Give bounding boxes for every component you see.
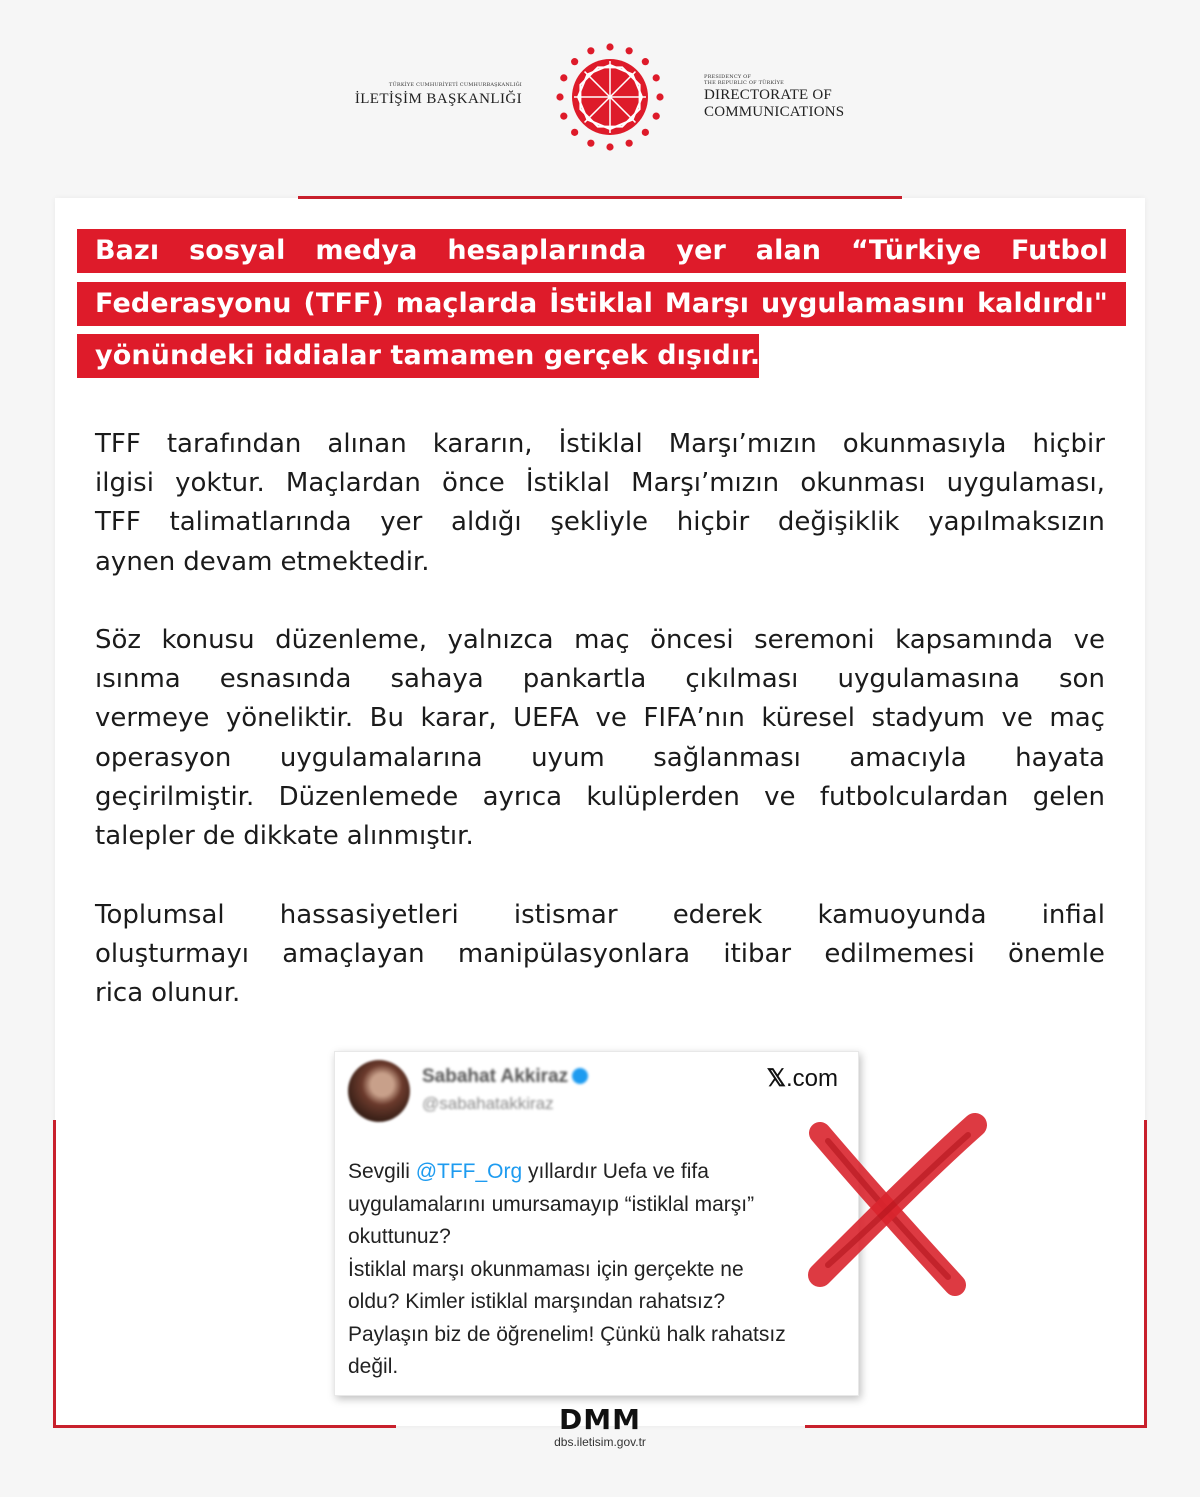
headline-line-3	[77, 334, 759, 378]
paragraph-word: FIFA’nın	[643, 703, 745, 734]
paragraph-word: istismar	[513, 900, 618, 930]
paragraph-word: gelen	[1032, 781, 1105, 812]
paragraph-line	[95, 660, 1105, 699]
x-logo-icon: 𝕏	[766, 1065, 786, 1092]
paragraph-word: edilmemesi	[824, 939, 975, 970]
tweet-text-line	[348, 1156, 818, 1189]
paragraph-word: önce	[442, 468, 505, 499]
frame-right-accent	[1144, 1120, 1147, 1428]
headline-word: Bazı	[95, 235, 160, 266]
tweet-text-line: okuttunuz?	[348, 1225, 451, 1248]
paragraph-word: ilgisi	[95, 468, 154, 499]
headline-word: sosyal	[189, 235, 286, 266]
paragraph-word: talimatlarında	[169, 507, 352, 538]
paragraph-word: alınmıştır.	[346, 821, 474, 852]
paragraph-line	[95, 425, 1105, 464]
headline-word: (TFF)	[303, 288, 384, 319]
paragraph-line	[95, 503, 1105, 542]
paragraph-word: ayrıca	[482, 781, 563, 812]
paragraph-word: düzenleme,	[275, 625, 427, 655]
tweet-text	[348, 1156, 818, 1384]
paragraph-word: değişiklik	[777, 507, 900, 538]
emblem-star-dot	[606, 143, 613, 150]
tweet-author-name-text: Sabahat Akkiraz	[422, 1066, 569, 1087]
tweet-text-line: uygulamalarını umursamayıp “istiklal marşı”	[348, 1192, 755, 1216]
paragraph-word: çıkılması	[685, 664, 799, 695]
frame-bottom-right-accent	[805, 1425, 1147, 1428]
emblem-star-dot	[653, 74, 660, 81]
paragraph-word: TFF	[95, 429, 141, 459]
paragraph-word: alınan	[327, 429, 407, 459]
headline-word: kaldırdı"	[977, 288, 1108, 319]
paragraph-word: tarafından	[166, 429, 302, 459]
paragraph-word: hassasiyetleri	[279, 900, 459, 930]
paragraph-word: yer	[380, 507, 423, 538]
tweet-text-line: Paylaşın biz de öğrenelim! Çünkü halk rahatsız	[348, 1322, 786, 1346]
paragraph-word: talepler	[95, 821, 195, 852]
paragraph-word: uygulaması,	[946, 468, 1105, 499]
paragraph-word: İstiklal	[525, 468, 610, 499]
paragraph-word: ve	[1073, 625, 1105, 655]
verified-badge-icon	[572, 1068, 588, 1084]
paragraph-word: İstiklal	[558, 429, 643, 459]
avatar	[348, 1060, 410, 1122]
paragraph-word: devam	[183, 546, 273, 577]
paragraph-word: operasyon	[95, 742, 232, 773]
paragraph-word: konusu	[161, 625, 255, 655]
paragraph-word: Maçlardan	[285, 468, 421, 499]
paragraph-word: vermeye	[95, 703, 210, 734]
emblem-star-dot	[626, 47, 633, 54]
headline-word: Federasyonu	[95, 288, 292, 319]
paragraph-word: Düzenlemede	[278, 781, 459, 812]
tweet-screenshot	[334, 1051, 859, 1396]
paragraph-word: futbolculardan	[819, 781, 1009, 812]
top-divider	[298, 196, 902, 199]
header-right-title-1: DIRECTORATE OF	[704, 87, 832, 103]
paragraph-line	[95, 699, 1105, 738]
headline-word: uygulamasını	[760, 288, 966, 319]
tweet-text-prefix: Sevgili	[348, 1160, 416, 1183]
headline-word: yönündeki iddialar tamamen gerçek dışıdır.	[95, 340, 761, 371]
header-right-title-2: COMMUNICATIONS	[704, 104, 845, 120]
paragraph-word: rica	[95, 978, 144, 1009]
paragraph-word: oluşturmayı	[95, 939, 249, 970]
header-right-logotype	[704, 74, 904, 120]
paragraph-word: dikkate	[243, 821, 339, 852]
paragraph-word: pankartla	[522, 664, 647, 695]
paragraph-word: son	[1058, 664, 1105, 695]
paragraph-word: karar,	[420, 703, 497, 734]
paragraph-word: önemle	[1008, 939, 1105, 970]
paragraph-word: seremoni	[754, 625, 875, 655]
emblem-star-dot	[642, 58, 649, 65]
paragraph-word: öncesi	[650, 625, 734, 655]
emblem-star-dot	[656, 93, 663, 100]
header-left-logotype	[340, 82, 522, 108]
tweet-source-domain: .com	[785, 1065, 838, 1092]
paragraph-word: maç	[574, 625, 630, 655]
header-right-small-text-1: PRESIDENCY OF	[704, 74, 752, 80]
paragraph-word: etmektedir.	[280, 546, 430, 577]
paragraph-word: yöneliktir.	[225, 703, 354, 734]
paragraph-line	[95, 896, 1105, 935]
emblem-star-dot	[560, 113, 567, 120]
headline-line-1	[77, 229, 1126, 273]
emblem-star-dot	[556, 93, 563, 100]
tweet-text-line-1-rest: yıllardır Uefa ve fifa	[522, 1160, 709, 1183]
paragraph-word: yalnızca	[447, 625, 554, 655]
paragraph-word: Marşı’mızın	[668, 429, 817, 459]
paragraph-word: hayata	[1015, 742, 1105, 773]
emblem-star-dot	[606, 43, 613, 50]
header-right-small-text-2: THE REPUBLIC OF TÜRKİYE	[704, 80, 784, 86]
paragraph-line	[95, 621, 1105, 660]
paragraph-word: kamuoyunda	[817, 900, 987, 930]
paragraph-3	[95, 896, 1105, 1014]
headline-line-2	[77, 282, 1126, 326]
dmm-url: dbs.iletisim.gov.tr	[554, 1435, 646, 1449]
headline-word: yer	[676, 235, 726, 266]
paragraph-word: aynen	[95, 546, 176, 577]
paragraph-word: esnasında	[219, 664, 352, 695]
paragraph-word: şekliyle	[550, 507, 649, 538]
tweet-text-line: oldu? Kimler istiklal marşından rahatsız?	[348, 1290, 725, 1313]
paragraph-word: kulüplerden	[586, 781, 740, 812]
emblem-star-dot	[653, 113, 660, 120]
tweet-text-line: İstiklal marşı okunmaması için gerçekte ne	[348, 1257, 744, 1281]
tweet-author-handle: @sabahatakkiraz	[422, 1094, 554, 1113]
paragraph-word: amacıyla	[849, 742, 967, 773]
paragraph-1	[95, 425, 1105, 582]
emblem-star-dot	[571, 129, 578, 136]
headline-word: Marşı	[664, 288, 750, 319]
paragraph-word: Bu	[369, 703, 404, 734]
dmm-logo: DMM	[559, 1403, 641, 1436]
paragraph-word: kararın,	[432, 429, 533, 459]
paragraph-word: itibar	[723, 939, 792, 970]
header-left-title: İLETİŞİM BAŞKANLIĞI	[354, 91, 522, 107]
tweet-text-line: değil.	[348, 1355, 399, 1378]
paragraph-line	[95, 543, 1105, 582]
paragraph-word: Marşı’mızın	[631, 468, 780, 499]
paragraph-word: maç	[1049, 703, 1105, 734]
headline-word: Futbol	[1010, 235, 1108, 266]
headline-word: medya	[315, 235, 418, 266]
paragraph-line	[95, 817, 1105, 856]
emblem-star-dot	[560, 74, 567, 81]
paragraph-word: Toplumsal	[95, 900, 225, 930]
paragraph-line	[95, 935, 1105, 974]
emblem-star-dot	[587, 47, 594, 54]
paragraph-word: hiçbir	[1032, 429, 1105, 459]
paragraph-word: ve	[764, 781, 796, 812]
paragraph-line	[95, 464, 1105, 503]
emblem-star-dot	[642, 129, 649, 136]
paragraph-word: TFF	[95, 507, 141, 538]
paragraph-word: yapılmaksızın	[928, 507, 1105, 538]
paragraph-word: UEFA	[513, 703, 579, 734]
paragraph-word: ve	[1001, 703, 1033, 734]
paragraph-word: okunması	[800, 468, 926, 499]
paragraph-word: uygulamalarına	[279, 742, 483, 773]
paragraph-2	[95, 621, 1105, 856]
headline-word: “Türkiye	[851, 235, 982, 266]
paragraph-word: okunmasıyla	[842, 429, 1007, 459]
frame-left-accent	[53, 1120, 56, 1428]
directorate-emblem-icon	[550, 37, 670, 157]
emblem-star-dot	[626, 140, 633, 147]
paragraph-word: Söz	[95, 625, 142, 655]
paragraph-word: küresel	[761, 703, 856, 734]
paragraph-word: infial	[1041, 900, 1105, 930]
paragraph-word: stadyum	[871, 703, 985, 734]
header-left-small-text: TÜRKİYE CUMHURİYETİ CUMHURBAŞKANLIĞI	[388, 82, 522, 88]
tweet-author-name	[422, 1066, 588, 1088]
headline-word: hesaplarında	[447, 235, 647, 266]
paragraph-word: ederek	[672, 900, 763, 930]
paragraph-word: hiçbir	[676, 507, 750, 538]
paragraph-word: geçirilmiştir.	[95, 781, 255, 812]
paragraph-word: ısınma	[95, 664, 181, 695]
headline-word: maçlarda	[395, 288, 538, 319]
frame-bottom-left-accent	[53, 1425, 396, 1428]
paragraph-word: sağlanması	[653, 742, 801, 773]
paragraph-word: uyum	[531, 742, 605, 773]
paragraph-word: de	[202, 821, 236, 852]
tweet-source	[767, 1064, 838, 1093]
paragraph-word: manipülasyonlara	[457, 939, 691, 970]
paragraph-word: uygulamasına	[837, 664, 1020, 695]
false-claim-x-icon	[790, 1105, 990, 1305]
paragraph-word: kapsamında	[895, 625, 1054, 655]
paragraph-word: amaçlayan	[282, 939, 425, 970]
paragraph-word: yoktur.	[175, 468, 265, 499]
paragraph-word: aldığı	[451, 507, 522, 538]
paragraph-line	[95, 778, 1105, 817]
emblem-star-dot	[571, 58, 578, 65]
paragraph-word: olunur.	[151, 978, 241, 1009]
paragraph-word: ve	[595, 703, 627, 734]
emblem-star-dot	[587, 140, 594, 147]
headline-word: alan	[755, 235, 822, 266]
paragraph-word: sahaya	[390, 664, 484, 695]
headline-word: İstiklal	[549, 288, 653, 319]
paragraph-line	[95, 739, 1105, 778]
tweet-mention-link: @TFF_Org	[415, 1160, 523, 1183]
paragraph-line	[95, 974, 1105, 1013]
